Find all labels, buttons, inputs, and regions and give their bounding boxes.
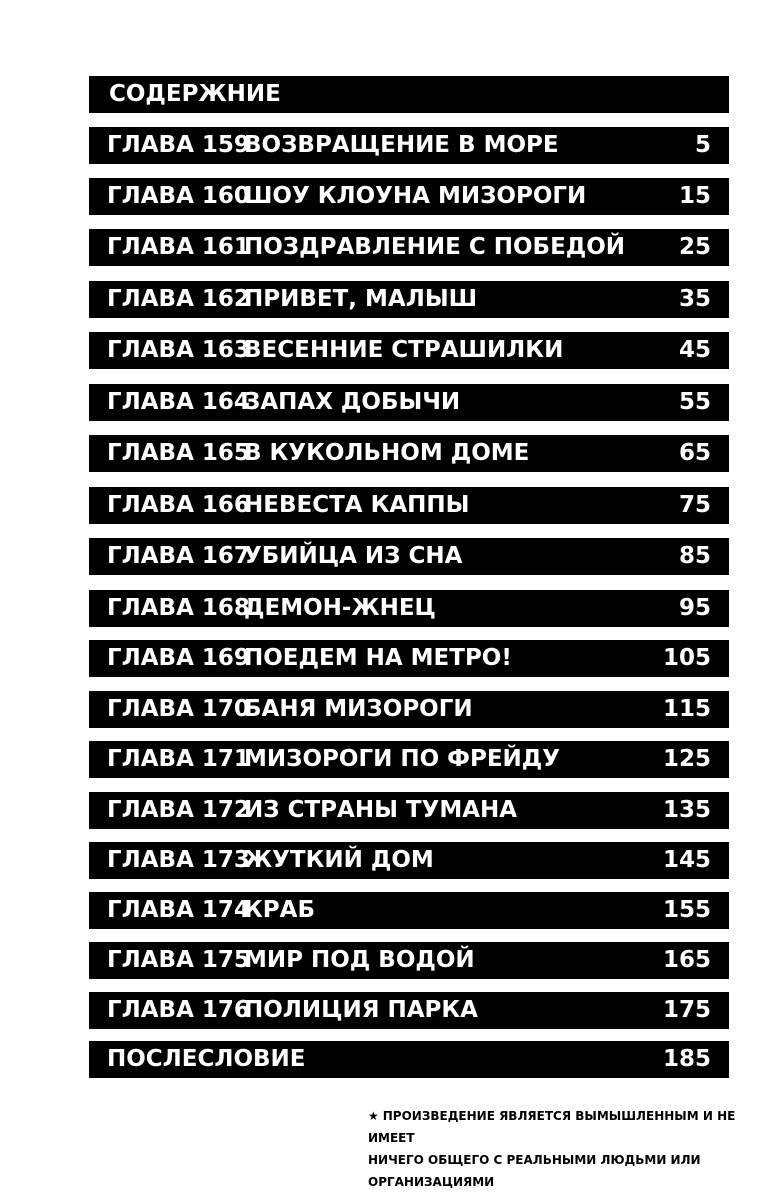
toc-chapter-title: УБИЙЦА ИЗ СНА (244, 543, 463, 569)
toc-page-number: 115 (662, 696, 711, 722)
toc-chapter-number: ГЛАВА 161 (107, 234, 250, 260)
toc-entry (89, 640, 729, 677)
toc-chapter-title: ШОУ КЛОУНА МИЗОРОГИ (244, 183, 587, 209)
toc-chapter-title: БАНЯ МИЗОРОГИ (244, 696, 473, 722)
toc-chapter-number: ГЛАВА 172 (107, 797, 250, 823)
toc-chapter-number: ГЛАВА 167 (107, 543, 250, 569)
toc-chapter-number: ГЛАВА 173 (107, 847, 250, 873)
toc-page-number: 135 (662, 797, 711, 823)
toc-chapter-title: ЗАПАХ ДОБЫЧИ (244, 389, 461, 415)
toc-page-number: 75 (678, 492, 711, 518)
toc-chapter-number: ГЛАВА 176 (107, 997, 250, 1023)
toc-chapter-number: ГЛАВА 170 (107, 696, 250, 722)
toc-entry (89, 281, 729, 318)
disclaimer-line-2: НИЧЕГО ОБЩЕГО С РЕАЛЬНЫМИ ЛЮДЬМИ ИЛИ ОРГАНИЗАЦИЯМИ (368, 1153, 701, 1189)
toc-page-number: 175 (662, 997, 711, 1023)
toc-chapter-title: ЖУТКИЙ ДОМ (244, 847, 434, 873)
toc-chapter-title: ПРИВЕТ, МАЛЫШ (244, 286, 478, 312)
toc-page-number: 165 (662, 947, 711, 973)
toc-chapter-title: В КУКОЛЬНОМ ДОМЕ (244, 440, 530, 466)
toc-page-number: 15 (678, 183, 711, 209)
toc-entry (89, 538, 729, 575)
toc-entry (89, 691, 729, 728)
toc-chapter-number: ГЛАВА 174 (107, 897, 250, 923)
star-icon: ★ (368, 1109, 379, 1123)
toc-chapter-title: МИР ПОД ВОДОЙ (244, 947, 475, 973)
toc-entry (89, 741, 729, 778)
toc-entry (89, 384, 729, 421)
contents-header (89, 76, 729, 113)
toc-afterword (89, 1041, 729, 1078)
toc-chapter-title: КРАБ (244, 897, 315, 923)
toc-chapter-number: ГЛАВА 163 (107, 337, 250, 363)
toc-page-number: 65 (678, 440, 711, 466)
toc-page-number: 155 (662, 897, 711, 923)
toc-entry (89, 435, 729, 472)
toc-entry (89, 792, 729, 829)
toc-chapter-title: ПОЛИЦИЯ ПАРКА (244, 997, 478, 1023)
toc-page-number: 5 (694, 132, 711, 158)
contents-heading: СОДЕРЖНИЕ (109, 81, 281, 107)
toc-chapter-number: ГЛАВА 171 (107, 746, 250, 772)
toc-page-number: 145 (662, 847, 711, 873)
toc-chapter-title: ВЕСЕННИЕ СТРАШИЛКИ (244, 337, 564, 363)
toc-entry (89, 892, 729, 929)
toc-page-number: 55 (678, 389, 711, 415)
toc-chapter-number: ГЛАВА 159 (107, 132, 250, 158)
toc-chapter-number: ГЛАВА 162 (107, 286, 250, 312)
toc-page-number: 85 (678, 543, 711, 569)
toc-chapter-title: ИЗ СТРАНЫ ТУМАНА (244, 797, 518, 823)
toc-page-number: 35 (678, 286, 711, 312)
toc-chapter-title: НЕВЕСТА КАППЫ (244, 492, 470, 518)
toc-chapter-number: ГЛАВА 160 (107, 183, 250, 209)
toc-chapter-title: ПОЕДЕМ НА МЕТРО! (244, 645, 512, 671)
toc-chapter-number: ГЛАВА 169 (107, 645, 250, 671)
toc-entry (89, 842, 729, 879)
toc-page-number: 45 (678, 337, 711, 363)
toc-entry (89, 332, 729, 369)
toc-page-number: 105 (662, 645, 711, 671)
toc-chapter-title: МИЗОРОГИ ПО ФРЕЙДУ (244, 746, 561, 772)
toc-chapter-number: ГЛАВА 175 (107, 947, 250, 973)
disclaimer-note (368, 1105, 768, 1193)
afterword-page-number: 185 (662, 1046, 711, 1072)
afterword-title: ПОСЛЕСЛОВИЕ (107, 1046, 306, 1072)
toc-chapter-number: ГЛАВА 164 (107, 389, 250, 415)
toc-entry (89, 992, 729, 1029)
toc-entry (89, 487, 729, 524)
toc-entry (89, 229, 729, 266)
toc-page-number: 25 (678, 234, 711, 260)
disclaimer-line-1: ПРОИЗВЕДЕНИЕ ЯВЛЯЕТСЯ ВЫМЫШЛЕННЫМ И НЕ ИМЕЕТ (368, 1109, 736, 1145)
toc-entry (89, 127, 729, 164)
toc-page-number: 125 (662, 746, 711, 772)
toc-entry (89, 178, 729, 215)
toc-chapter-title: ДЕМОН-ЖНЕЦ (244, 595, 436, 621)
toc-chapter-number: ГЛАВА 166 (107, 492, 250, 518)
toc-chapter-title: ВОЗВРАЩЕНИЕ В МОРЕ (244, 132, 559, 158)
toc-chapter-title: ПОЗДРАВЛЕНИЕ С ПОБЕДОЙ (244, 234, 626, 260)
toc-chapter-number: ГЛАВА 165 (107, 440, 250, 466)
toc-entry (89, 590, 729, 627)
toc-page-number: 95 (678, 595, 711, 621)
toc-chapter-number: ГЛАВА 168 (107, 595, 250, 621)
toc-entry (89, 942, 729, 979)
